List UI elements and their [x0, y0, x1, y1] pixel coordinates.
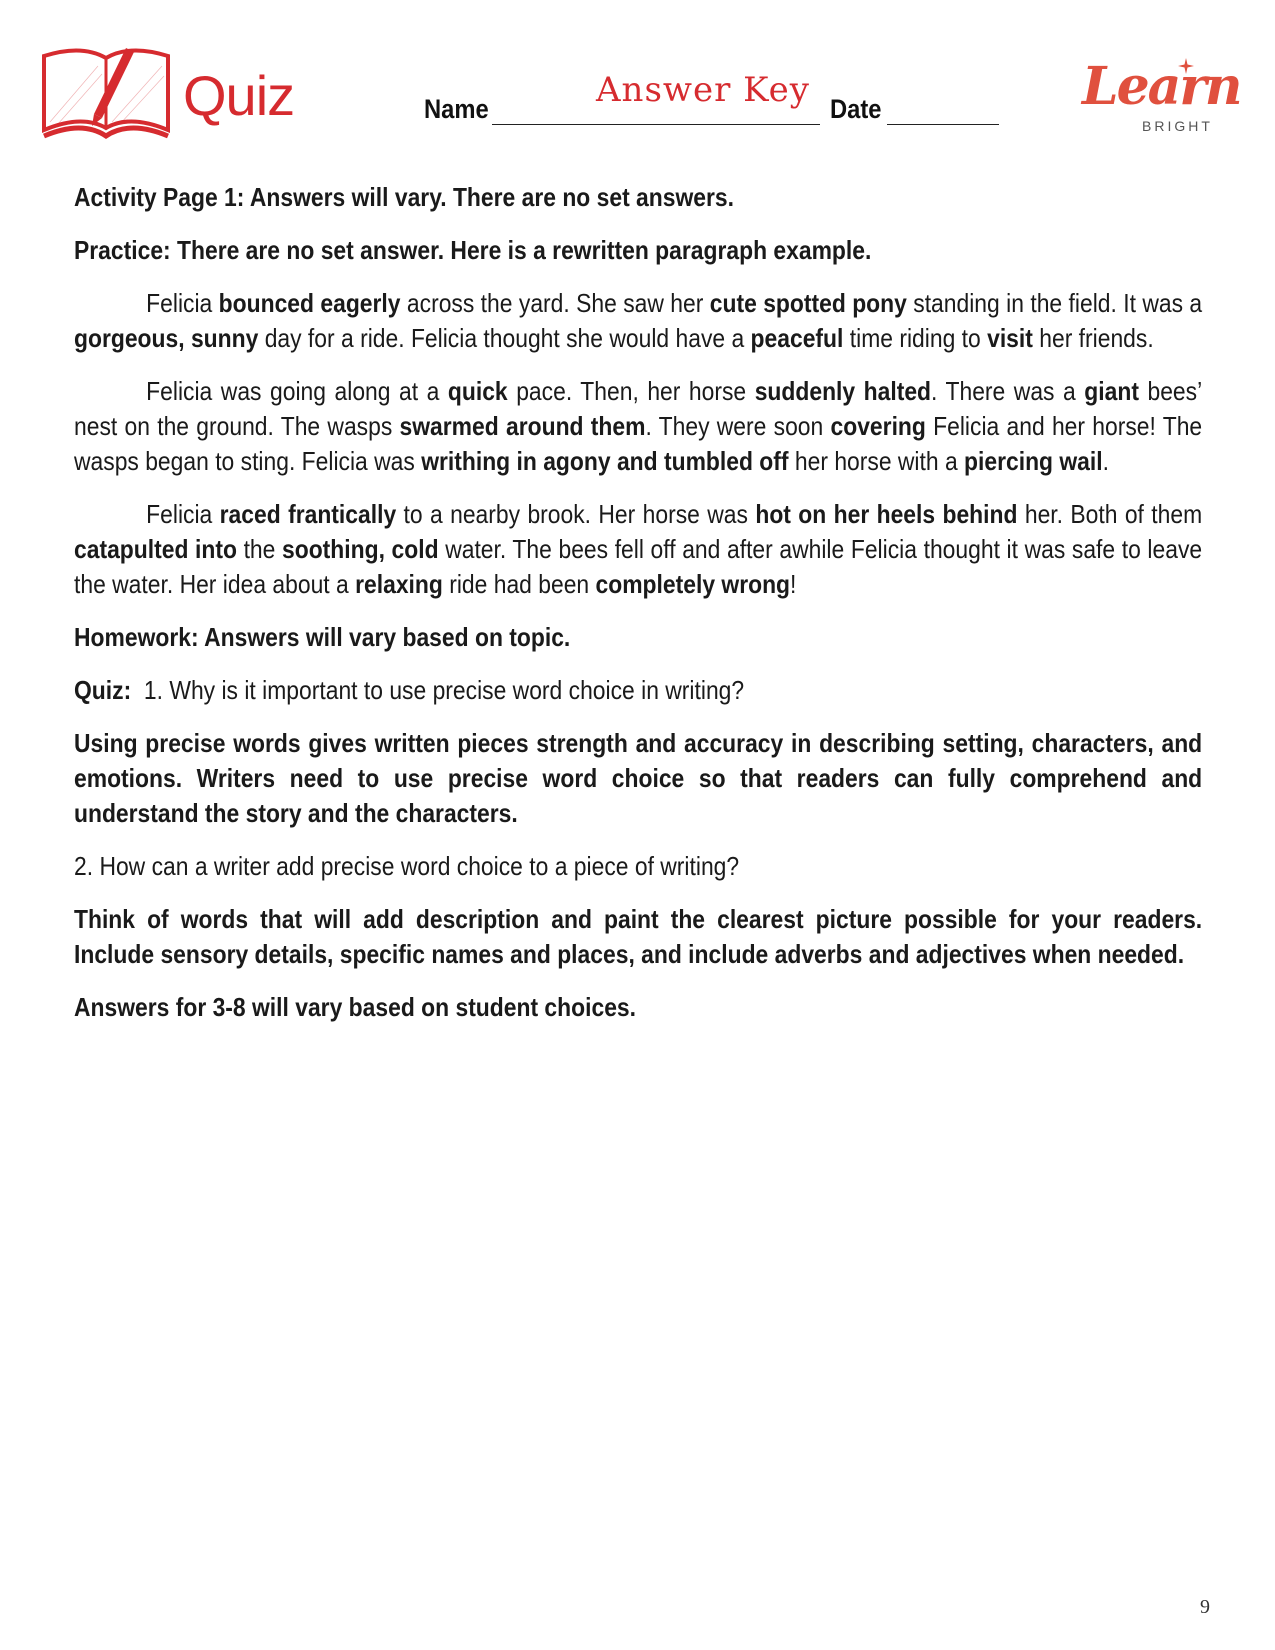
- quiz-answer-2: Think of words that will add description and paint the clearest picture possible for your readers. Include sensory details, specific names and places, and include adverbs and adjectives when needed.: [74, 904, 1203, 969]
- emphasized-word: completely wrong: [595, 569, 791, 599]
- paragraph-text: . They were soon: [645, 411, 831, 441]
- paragraph-text: .: [1102, 446, 1110, 476]
- page-header: [0, 0, 1275, 160]
- quiz-logo-text: Quiz: [183, 64, 295, 127]
- activity-page-answer: Activity Page 1: Answers will vary. There are no set answers.: [74, 182, 734, 212]
- emphasized-word: relaxing: [355, 569, 443, 599]
- paragraph-text: day for a ride. Felicia thought she would have a: [258, 323, 751, 353]
- paragraph-text: Felicia was going along at a: [146, 376, 448, 406]
- emphasized-word: quick: [447, 376, 508, 406]
- quiz-question-1: 1. Why is it important to use precise word choice in writing?: [143, 675, 745, 705]
- paragraph-text: pace. Then, her horse: [507, 376, 755, 406]
- date-field-line[interactable]: [887, 124, 999, 125]
- paragraph-text: across the yard. She saw her: [400, 288, 710, 318]
- paragraph-text: her friends.: [1032, 323, 1154, 353]
- emphasized-word: cute spotted pony: [709, 288, 907, 318]
- practice-paragraph-1: [74, 286, 1202, 356]
- emphasized-word: swarmed around them: [399, 411, 646, 441]
- emphasized-word: covering: [830, 411, 926, 441]
- emphasized-word: piercing wail: [964, 446, 1103, 476]
- practice-heading: Practice: There are no set answer. Here is a rewritten paragraph example.: [74, 235, 872, 265]
- quiz-question-1-line: [74, 673, 1202, 708]
- emphasized-word: gorgeous, sunny: [74, 323, 259, 353]
- brand-logo-text: Learn: [1082, 56, 1241, 117]
- paragraph-text: Felicia: [146, 499, 220, 529]
- paragraph-text: . There was a: [931, 376, 1085, 406]
- name-label: Name: [424, 94, 489, 124]
- date-label: Date: [830, 94, 882, 124]
- emphasized-word: writhing in agony and tumbled off: [421, 446, 789, 476]
- brand-logo-subtext: BRIGHT: [1142, 118, 1213, 134]
- practice-paragraph-2: [74, 374, 1202, 479]
- paragraph-text: her horse with a: [788, 446, 965, 476]
- quiz-question-2: 2. How can a writer add precise word choice to a piece of writing?: [74, 851, 740, 881]
- paragraph-text: the: [236, 534, 282, 564]
- emphasized-word: soothing, cold: [281, 534, 439, 564]
- paragraph-text: her. Both of them: [1017, 499, 1203, 529]
- paragraph-text: to a nearby brook. Her horse was: [396, 499, 756, 529]
- homework-answer: Homework: Answers will vary based on topic.: [74, 622, 571, 652]
- practice-paragraph-3: [74, 497, 1202, 602]
- name-field-line[interactable]: [492, 124, 820, 125]
- quiz-label: Quiz:: [74, 675, 132, 705]
- emphasized-word: giant: [1084, 376, 1139, 406]
- quiz-answer-3-8: Answers for 3-8 will vary based on student choices.: [74, 992, 637, 1022]
- paragraph-text: ride had been: [442, 569, 596, 599]
- paragraph-text: time riding to: [843, 323, 988, 353]
- answer-key-text: Answer Key: [596, 70, 810, 110]
- quiz-answer-1: Using precise words gives written pieces strength and accuracy in describing setting, characters, and emotions. Writers need to use precise word choice so that readers can fully comprehend and understand the story and the characters.: [74, 728, 1203, 828]
- paragraph-text: Felicia: [146, 288, 219, 318]
- emphasized-word: peaceful: [750, 323, 844, 353]
- emphasized-word: visit: [987, 323, 1033, 353]
- emphasized-word: bounced eagerly: [218, 288, 401, 318]
- paragraph-text: bees’ nest on the ground. The wasps: [74, 376, 1203, 441]
- paragraph-text: standing in the field. It was a: [906, 288, 1203, 318]
- emphasized-word: catapulted into: [74, 534, 237, 564]
- paragraph-text: water. The bees fell off and after awhile Felicia thought it was safe to leave the water. Her idea about a: [74, 534, 1203, 599]
- page-number: 9: [1200, 1596, 1210, 1618]
- emphasized-word: raced frantically: [219, 499, 397, 529]
- emphasized-word: suddenly halted: [754, 376, 932, 406]
- paragraph-text: Felicia and her horse! The wasps began to sting. Felicia was: [74, 411, 1203, 476]
- paragraph-text: !: [790, 569, 797, 599]
- answer-content: [74, 180, 1202, 1043]
- emphasized-word: hot on her heels behind: [755, 499, 1018, 529]
